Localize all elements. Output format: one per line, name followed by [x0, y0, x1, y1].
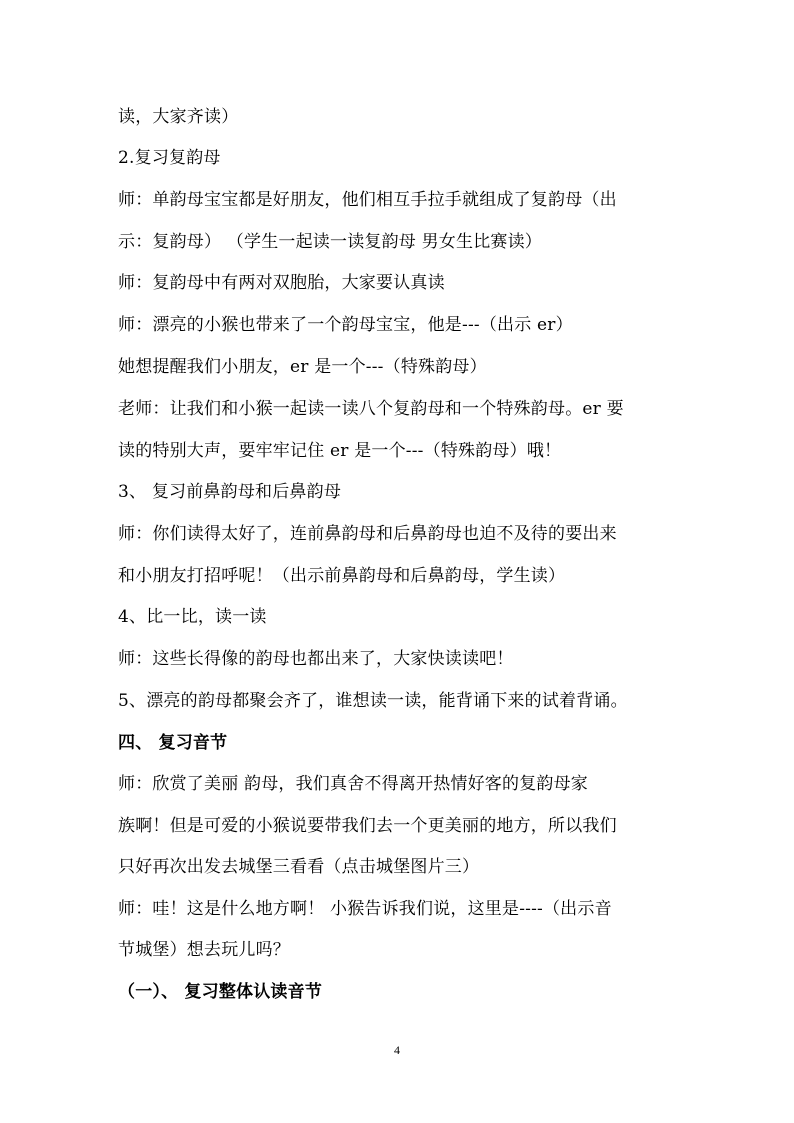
paragraph-line: 师：你们读得太好了，连前鼻韵母和后鼻韵母也迫不及待的要出来	[118, 524, 617, 544]
paragraph-line: 读，大家齐读）	[118, 107, 239, 127]
paragraph-line: 师：哇！这是什么地方啊！ 小猴告诉我们说，这里是----（出示音	[118, 899, 612, 919]
paragraph-line: 只好再次出发去城堡三看看（点击城堡图片三）	[118, 857, 480, 877]
paragraph-line: 节城堡）想去玩儿吗？	[118, 940, 290, 960]
paragraph-line: 示：复韵母） （学生一起读一读复韵母 男女生比赛读）	[118, 232, 543, 252]
paragraph-line: 5、漂亮的韵母都聚会齐了，谁想读一读，能背诵下来的试着背诵。	[118, 691, 628, 711]
paragraph-line: 师：漂亮的小猴也带来了一个韵母宝宝，他是---（出示 er）	[118, 315, 573, 335]
section-heading: 2.复习复韵母	[118, 148, 221, 168]
paragraph-line: 师：欣赏了美丽 韵母，我们真舍不得离开热情好客的复韵母家	[118, 774, 589, 794]
paragraph-line: 族啊！但是可爱的小猴说要带我们去一个更美丽的地方，所以我们	[118, 816, 617, 836]
subsection-heading: （一）、 复习整体认读音节	[118, 982, 323, 1002]
paragraph-line: 师：复韵母中有两对双胞胎，大家要认真读	[118, 273, 445, 293]
paragraph-line: 老师：让我们和小猴一起读一读八个复韵母和一个特殊韵母。er 要	[118, 399, 624, 419]
paragraph-line: 师：单韵母宝宝都是好朋友，他们相互手拉手就组成了复韵母（出	[118, 190, 617, 210]
section-heading: 3、 复习前鼻韵母和后鼻韵母	[118, 482, 342, 502]
page-number: 4	[394, 1043, 400, 1057]
paragraph-line: 读的特别大声，要牢牢记住 er 是一个---（特殊韵母）哦！	[118, 441, 562, 461]
section-heading: 4、比一比，读一读	[118, 607, 267, 627]
section-heading: 四、 复习音节	[118, 733, 228, 753]
paragraph-line: 师：这些长得像的韵母也都出来了，大家快读读吧！	[118, 649, 514, 669]
paragraph-line: 和小朋友打招呼呢！（出示前鼻韵母和后鼻韵母，学生读）	[118, 566, 566, 586]
paragraph-line: 她想提醒我们小朋友，er 是一个---（特殊韵母）	[118, 357, 487, 377]
